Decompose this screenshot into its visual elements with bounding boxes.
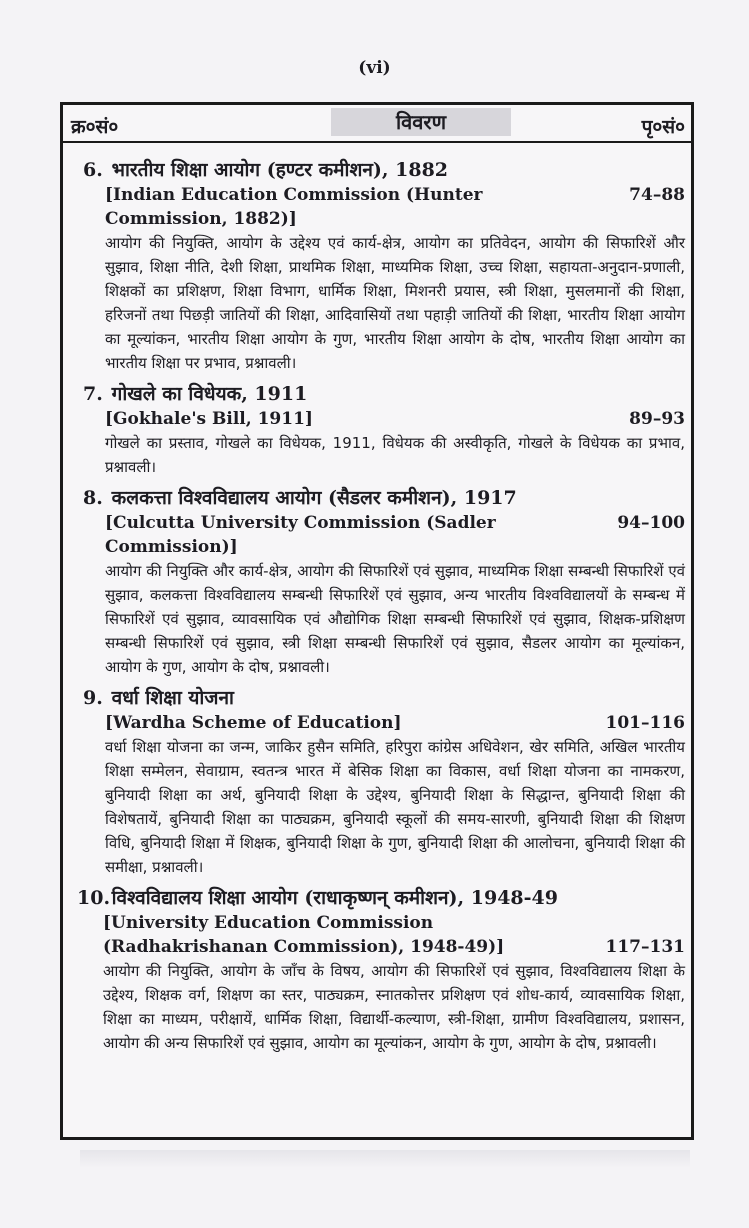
entry-english-row [83,407,685,431]
entry-number: 7. [83,383,103,405]
toc-entry [63,157,691,375]
entry-title-text: वर्धा शिक्षा योजना [111,687,234,709]
entry-description: गोखले का प्रस्ताव, गोखले का विधेयक, 1911, विधेयक की अस्वीकृति, गोखले के विधेयक का प्रभाव, प्रश्नावली। [105,434,685,476]
entry-english-title: [Gokhale's Bill, 1911] [105,409,313,429]
entry-number: 10. [77,887,111,909]
entry-english-row [77,911,685,959]
header-page-label: पृ०सं० [641,116,685,138]
entry-english-title: [Indian Education Commission (Hunter Commission, 1882)] [105,185,483,229]
entry-english-row [83,511,685,559]
entry-title-text: कलकत्ता विश्वविद्यालय आयोग (सैडलर कमीशन), 1917 [111,487,517,509]
entry-english-title: [University Education Commission (Radhakrishanan Commission), 1948-49)] [103,913,505,957]
entry-pages: 117–131 [605,937,685,957]
entry-description: वर्धा शिक्षा योजना का जन्म, जाकिर हुसैन समिति, हरिपुरा कांग्रेस अधिवेशन, खेर समिति, अखिल भारतीय शिक्षा सम्मेलन, सेवाग्राम, स्वतन्त्र भारत में बेसिक शिक्षा का विकास, वर्धा शिक्षा योजना का नामकरण, बुनियादी शिक्षा का अर्थ, बुनियादी शिक्षा के उद्देश्य, बुनियादी शिक्षा के सिद्धान्त, बुनियादी शिक्षा की विशेषतायें, बुनियादी शिक्षा का पाठ्यक्रम, बुनियादी स्कूलों की समय-सारणी, बुनियादी शिक्षा की शिक्षण विधि, बुनियादी शिक्षा में शिक्षक, बुनियादी शिक्षा के गुण, बुनियादी शिक्षा की आलोचना, बुनियादी शिक्षा की समीक्षा, प्रश्नावली। [105,738,685,876]
entry-number: 8. [83,487,103,509]
entry-pages: 101–116 [605,713,685,733]
entry-english-title: [Wardha Scheme of Education] [105,713,402,733]
table-header [63,105,691,143]
toc-entry [63,485,691,679]
entry-pages: 94–100 [617,513,685,533]
entry-title-text: गोखले का विधेयक, 1911 [111,383,308,405]
entry-title [77,885,685,911]
toc-entry [63,381,691,479]
entry-title [83,157,685,183]
toc-entry [63,685,691,879]
entry-english-row [83,183,685,231]
entry-title-text: विश्वविद्यालय शिक्षा आयोग (राधाकृष्णन् कमीशन), 1948-49 [111,887,558,909]
entry-pages: 74–88 [629,185,685,205]
page-number: (vi) [358,58,391,78]
contents-table [60,102,694,1140]
entry-title [83,685,685,711]
entry-number: 9. [83,687,103,709]
entry-number: 6. [83,159,103,181]
entry-description: आयोग की नियुक्ति, आयोग के जाँच के विषय, आयोग की सिफारिशें एवं सुझाव, विश्वविद्यालय शिक्षा के उद्देश्य, शिक्षक वर्ग, शिक्षण का स्तर, पाठ्यक्रम, स्नातकोत्तर प्रशिक्षण एवं शोध-कार्य, व्यावसायिक शिक्षा, शिक्षा का माध्यम, परीक्षायें, धार्मिक शिक्षा, विद्यार्थी-कल्याण, स्त्री-शिक्षा, ग्रामीण विश्वविद्यालय, प्रशासन, आयोग की अन्य सिफारिशें एवं सुझाव, आयोग का मूल्यांकन, आयोग के गुण, आयोग के दोष, प्रश्नावली। [103,962,685,1052]
header-serial-label: क्र०सं० [71,116,119,138]
entry-description: आयोग की नियुक्ति और कार्य-क्षेत्र, आयोग की सिफारिशें एवं सुझाव, माध्यमिक शिक्षा सम्बन्धी सिफारिशें एवं सुझाव, कलकत्ता विश्वविद्यालय सम्बन्धी सिफारिशें एवं सुझाव, अन्य भारतीय विश्वविद्यालयों के सम्बन्ध में सिफारिशें एवं सुझाव, व्यावसायिक एवं औद्योगिक शिक्षा सम्बन्धी सिफारिशें एवं सुझाव, शिक्षक-प्रशिक्षण सम्बन्धी सिफारिशें एवं सुझाव, स्त्री शिक्षा सम्बन्धी सिफारिशें एवं सुझाव, सैडलर आयोग का मूल्यांकन, आयोग के गुण, आयोग के दोष, प्रश्नावली। [105,562,685,676]
entry-pages: 89–93 [629,409,685,429]
entry-title [83,381,685,407]
entries-list [63,157,691,1061]
toc-entry [63,885,691,1055]
entry-description: आयोग की नियुक्ति, आयोग के उद्देश्य एवं कार्य-क्षेत्र, आयोग का प्रतिवेदन, आयोग की सिफारिशें और सुझाव, शिक्षा नीति, देशी शिक्षा, प्राथमिक शिक्षा, माध्यमिक शिक्षा, उच्च शिक्षा, सहायता-अनुदान-प्रणाली, शिक्षकों का प्रशिक्षण, शिक्षा विभाग, धार्मिक शिक्षा, मिशनरी प्रयास, स्त्री शिक्षा, मुसलमानों की शिक्षा, हरिजनों तथा पिछड़ी जातियों की शिक्षा, आदिवासियों तथा पहाड़ी जातियों की शिक्षा, भारतीय शिक्षा आयोग का मूल्यांकन, भारतीय शिक्षा आयोग के गुण, भारतीय शिक्षा आयोग के दोष, भारतीय शिक्षा आयोग का भारतीय शिक्षा पर प्रभाव, प्रश्नावली। [105,234,685,372]
entry-title [83,485,685,511]
page-bottom-shadow [80,1150,690,1168]
entry-english-title: [Culcutta University Commission (Sadler Commission)] [105,513,496,557]
entry-english-row [83,711,685,735]
entry-title-text: भारतीय शिक्षा आयोग (हण्टर कमीशन), 1882 [111,159,449,181]
header-description-label: विवरण [331,108,511,136]
